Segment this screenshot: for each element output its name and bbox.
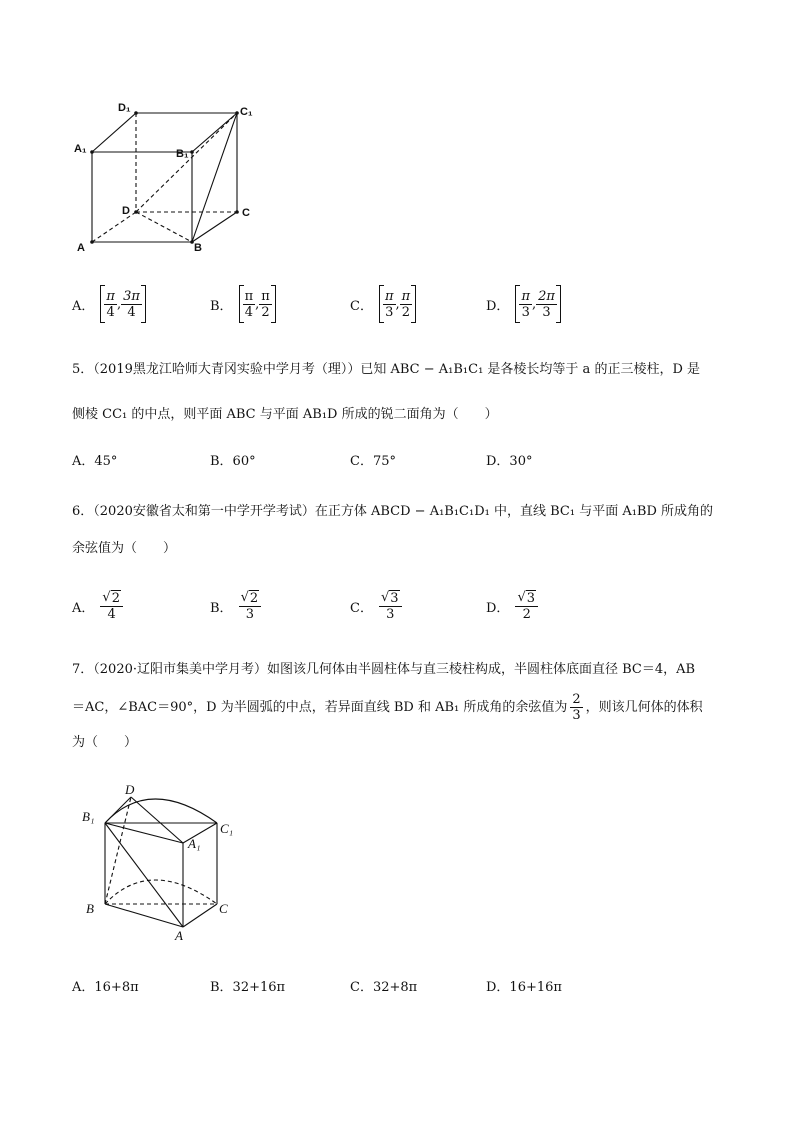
cube-label-d1: D₁ — [118, 102, 131, 114]
q6-option-a[interactable]: A． √ 2 4 — [72, 590, 123, 622]
cube-label-a1: A₁ — [74, 143, 87, 155]
cube-label-a: A — [77, 242, 85, 254]
q5-stem-line1: 5．（2019黑龙江哈师大青冈实验中学月考（理））已知 ABC − A₁B₁C₁ 是各棱长均等于 a 的正三棱柱，D 是 — [72, 362, 700, 377]
edge-b-a — [105, 904, 183, 927]
edge-d-c1 — [136, 113, 237, 212]
bottom-arc — [105, 880, 217, 904]
q7-fraction: $\frac{2}{3}$ — [572, 692, 581, 723]
solid-label-b1: B₁ — [82, 809, 95, 824]
q5-option-a[interactable]: A．45° — [72, 454, 118, 469]
solid-label-a: A — [175, 928, 183, 943]
q5-option-c[interactable]: C．75° — [350, 454, 396, 469]
q7-option-d[interactable]: D．16+16π — [486, 980, 562, 995]
edge-d-b1 — [105, 797, 131, 823]
interval-bracket: $\frac{\pi}{3}$ , $\frac{\pi}{2}$ — [379, 285, 416, 323]
solid-label-d: D — [125, 782, 135, 797]
q4-option-a[interactable]: A． $\frac{\pi}{4}$ , $\frac{3\pi}{4}$ — [72, 285, 146, 323]
q6-option-d[interactable]: D． √ 3 2 — [486, 590, 538, 622]
cube-label-c: C — [242, 207, 250, 219]
edge-b-d — [105, 797, 131, 904]
cube-figure — [70, 96, 270, 261]
q7-stem-line2 — [72, 692, 703, 723]
q7-option-b[interactable]: B．32+16π — [210, 980, 286, 995]
q7-stem-line3: 为（ ） — [72, 735, 138, 750]
q4-option-c[interactable]: C． $\frac{\pi}{3}$ , $\frac{\pi}{2}$ — [350, 285, 416, 323]
edge-d-b — [136, 212, 192, 242]
cube-label-d: D — [122, 205, 130, 217]
q6-stem-line2: 余弦值为（ ） — [72, 541, 177, 556]
solid-label-a1: A₁ — [188, 836, 201, 851]
interval-bracket: $\frac{\pi}{3}$ , $\frac{2\pi}{3}$ — [515, 285, 561, 323]
top-arc — [105, 799, 217, 823]
q7-option-a[interactable]: A．16+8π — [72, 980, 139, 995]
q6-option-b[interactable]: B． √ 2 3 — [210, 590, 261, 622]
solid-label-c: C — [219, 901, 228, 916]
q4-option-b[interactable]: B． $\frac{\pi}{4}$ , $\frac{\pi}{2}$ — [210, 285, 276, 323]
solid-figure — [95, 780, 235, 940]
q4-option-d[interactable]: D． $\frac{\pi}{3}$ , $\frac{2\pi}{3}$ — [486, 285, 561, 323]
edge-a-c — [183, 904, 217, 927]
cube-label-b1: B₁ — [176, 148, 189, 160]
q7-line2-text-a: ＝AC，∠BAC＝90°，D 为半圆弧的中点，若异面直线 BD 和 AB₁ 所成角的余弦值为 — [72, 699, 568, 715]
interval-bracket: $\frac{\pi}{4}$ , $\frac{3\pi}{4}$ — [100, 285, 146, 323]
solid-label-b: B — [86, 901, 94, 916]
cube-label-b: B — [194, 242, 202, 254]
q7-line2-text-b: ，则该几何体的体积 — [585, 699, 703, 715]
interval-bracket: $\frac{\pi}{4}$ , $\frac{\pi}{2}$ — [239, 285, 276, 323]
q6-option-c[interactable]: C． √ 3 3 — [350, 590, 402, 622]
q7-option-c[interactable]: C．32+8π — [350, 980, 418, 995]
q5-stem-line2: 侧棱 CC₁ 的中点，则平面 ABC 与平面 AB₁D 所成的锐二面角为（ ） — [72, 407, 498, 422]
q6-stem-line1: 6．（2020安徽省太和第一中学开学考试）在正方体 ABCD − A₁B₁C₁D₁ 中，直线 BC₁ 与平面 A₁BD 所成角的 — [72, 504, 714, 519]
edge-b-c — [192, 212, 237, 242]
edge-b1-a — [105, 823, 183, 927]
q5-option-b[interactable]: B．60° — [210, 454, 256, 469]
q7-stem-line1: 7．（2020·辽阳市集美中学月考）如图该几何体由半圆柱体与直三棱柱构成，半圆柱体底面直径 BC＝4，AB — [72, 662, 696, 677]
solid-label-c1: C₁ — [220, 821, 234, 836]
q5-option-d[interactable]: D．30° — [486, 454, 533, 469]
edge-a1-d1 — [92, 113, 136, 152]
cube-label-c1: C₁ — [240, 106, 253, 118]
